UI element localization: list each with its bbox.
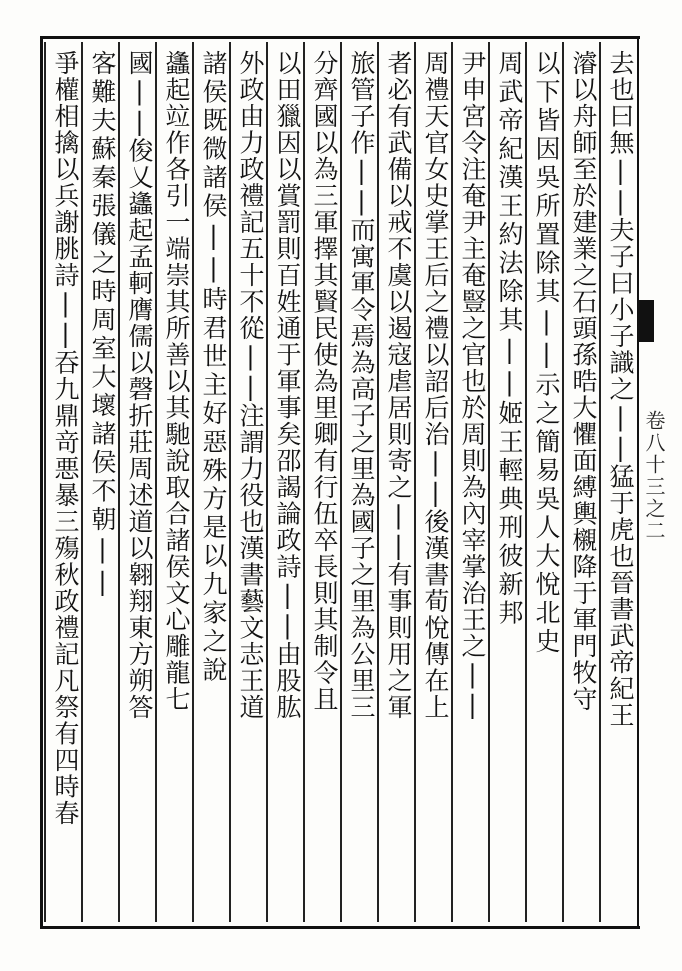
column-text: 濬以舟師至於建業之石頭孫晧大懼面縛輿櫬降于軍門牧守	[569, 50, 598, 713]
text-column	[452, 50, 492, 721]
left-border	[40, 36, 43, 929]
column-text: 蠭起竝作各引一端崇其所善以其馳說取合諸侯文心雕龍七	[162, 50, 191, 713]
column-text: 分齊國以為三軍擇其賢民使為里卿有行伍卒長則其制令且	[310, 50, 339, 713]
text-column	[489, 50, 529, 628]
column-text: 旅管子作||而寓軍令焉為高子之里為國子之里為公里三	[347, 50, 376, 721]
text-column	[415, 50, 455, 721]
column-text: 周禮天官女史掌王后之禮以詔后治||後漢書荀悅傳在上	[421, 50, 450, 721]
bottom-border	[40, 926, 640, 929]
column-text: 尹申宮令注奄尹主奄豎之官也於周則為內宰掌治王之||	[458, 50, 487, 721]
text-column	[119, 50, 159, 721]
column-text: 去也曰無||夫子曰小子識之||猛于虎也晉書武帝紀王	[606, 50, 635, 729]
text-column	[341, 50, 381, 721]
text-column	[304, 50, 344, 713]
column-text: 爭權相擒以兵謝朓詩||吞九鼎竒悪暴三殤秋政禮記凡祭有四時春	[51, 50, 80, 827]
text-column	[156, 50, 196, 713]
text-column	[267, 50, 307, 721]
column-text: 國||俊乂蠭起孟軻膺儒以磬折莊周述道以翱翔東方朔答	[125, 50, 154, 721]
text-column	[45, 50, 85, 827]
margin-label: 卷八十三之二	[642, 410, 666, 542]
text-column	[193, 50, 233, 685]
column-text: 周武帝紀漢王約法除其||姬王輕典刑彼新邦	[495, 50, 524, 628]
fish-tail-mark	[638, 300, 654, 342]
text-column	[230, 50, 270, 721]
top-border	[40, 36, 640, 39]
text-column	[600, 50, 640, 729]
text-column	[82, 50, 122, 600]
column-text: 以田獵因以賞罰則百姓通于軍事矣邵謁論政詩||由股肱	[273, 50, 302, 721]
column-text: 客難夫蘇秦張儀之時周室大壞諸侯不朝||	[88, 50, 117, 600]
column-text: 諸侯既微諸侯||時君世主好惡殊方是以九家之說	[199, 50, 228, 685]
column-text: 者必有武備以戒不虞以遏寇虐居則寄之||有事則用之軍	[384, 50, 413, 721]
text-column	[563, 50, 603, 713]
text-column	[378, 50, 418, 721]
column-text: 以下皆因吳所置除其||示之簡易吳人大悅北史	[532, 50, 561, 657]
column-text: 外政由力政禮記五十不從||注謂力役也漢書藝文志王道	[236, 50, 265, 721]
text-column	[526, 50, 566, 657]
